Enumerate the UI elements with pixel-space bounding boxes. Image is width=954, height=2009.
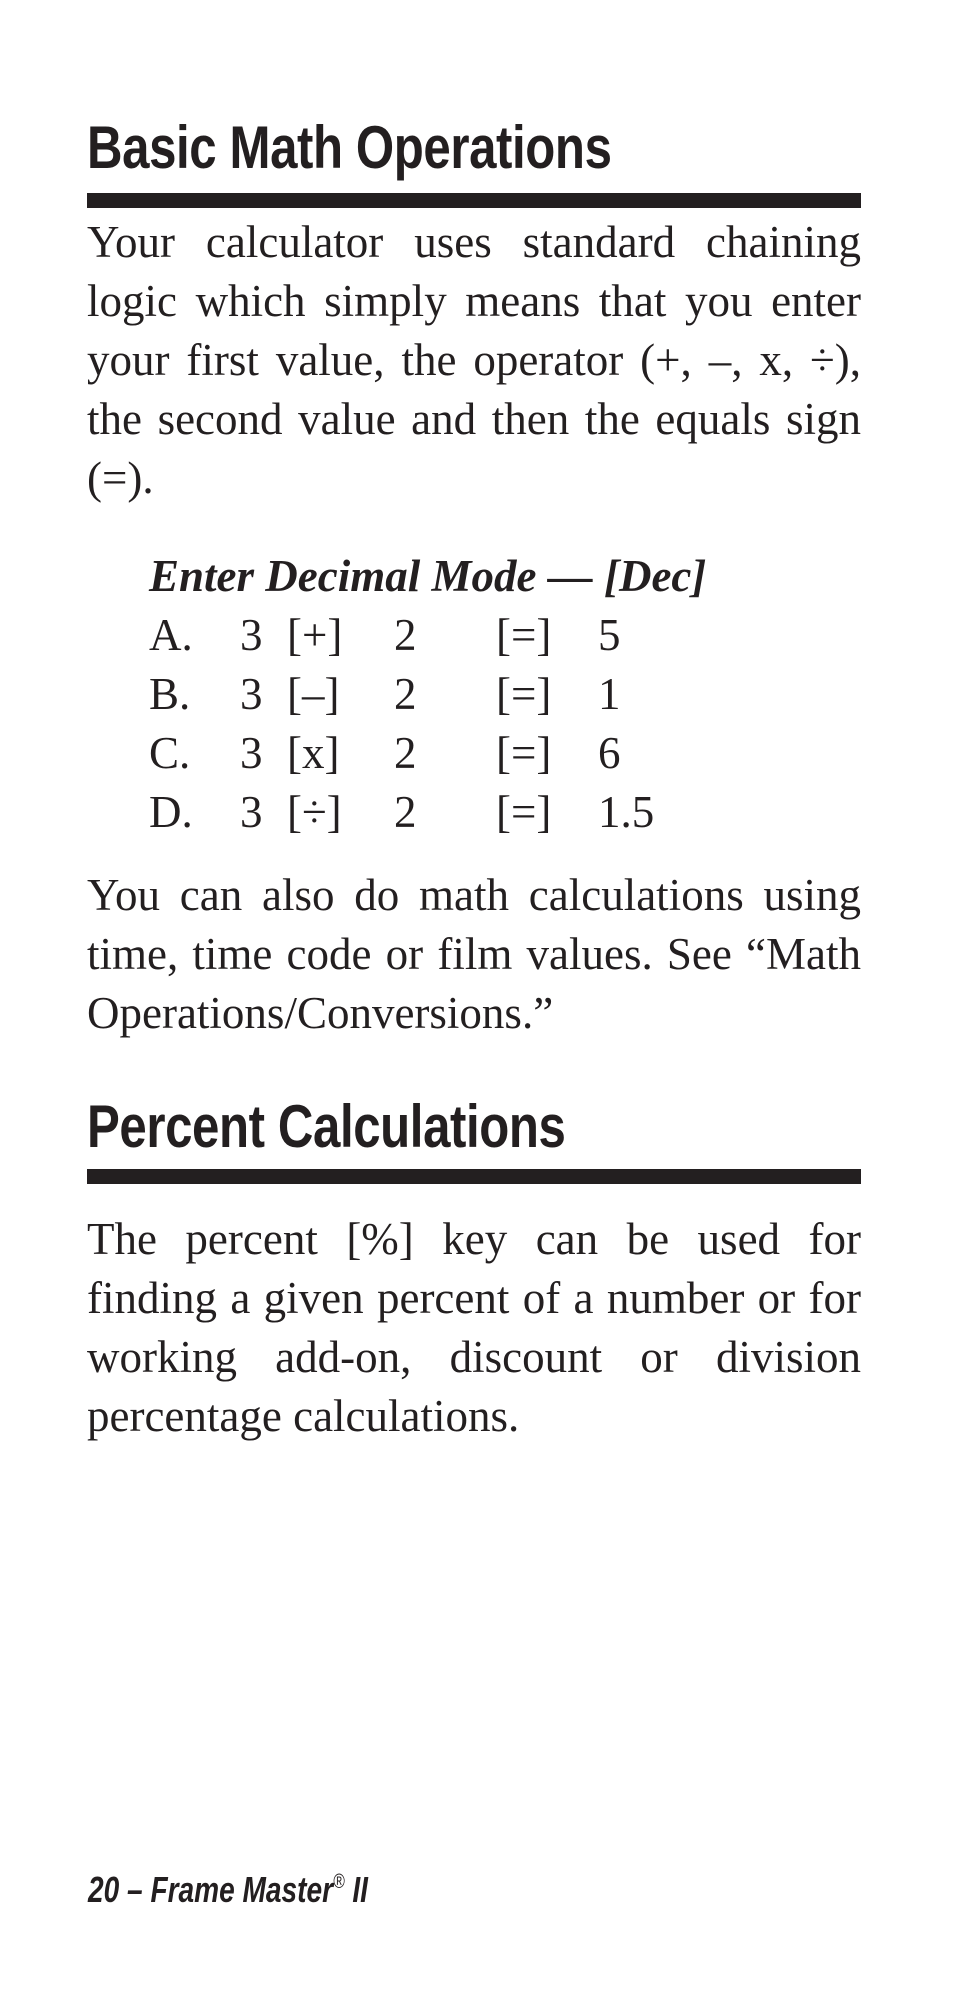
result-value: 1 <box>598 669 621 719</box>
operator-key: [x] <box>287 728 340 778</box>
example-row <box>149 783 706 842</box>
first-value: 3 <box>240 610 263 660</box>
operator-key: [–] <box>287 669 340 719</box>
example-block <box>149 547 706 842</box>
row-label: C. <box>149 728 191 778</box>
equals-key: [=] <box>496 787 552 837</box>
row-label: D. <box>149 787 193 837</box>
equals-key: [=] <box>496 610 552 660</box>
operator-key: [÷] <box>287 787 342 837</box>
equals-key: [=] <box>496 728 552 778</box>
first-value: 3 <box>240 787 263 837</box>
first-value: 3 <box>240 669 263 719</box>
row-label: B. <box>149 669 191 719</box>
result-value: 1.5 <box>598 787 655 837</box>
registered-mark: ® <box>333 1871 345 1893</box>
percent-paragraph: The percent [%] key can be used for finding a given percent of a number or for working add-on, discount or division percentage calculations. <box>87 1214 861 1441</box>
time-values-paragraph: You can also do math calculations using time, time code or film values. See “Math Operations/Conversions.” <box>87 870 861 1038</box>
footer-page-label: 20 – Frame Master <box>88 1869 334 1910</box>
second-value: 2 <box>394 610 417 660</box>
second-value: 2 <box>394 728 417 778</box>
footer-suffix: II <box>344 1869 368 1910</box>
row-label: A. <box>149 610 193 660</box>
intro-paragraph: Your calculator uses standard chaining logic which simply means that you enter your first value, the operator (+, –, x, ÷), the second value and then the equals sign (=). <box>87 217 861 503</box>
result-value: 5 <box>598 610 621 660</box>
second-value: 2 <box>394 669 417 719</box>
page-footer <box>88 1869 368 1911</box>
section-title-basic-math: Basic Math Operations <box>87 114 612 181</box>
section-divider <box>87 1169 861 1184</box>
result-value: 6 <box>598 728 621 778</box>
equals-key: [=] <box>496 669 552 719</box>
section-title-percent: Percent Calculations <box>87 1093 566 1160</box>
example-row <box>149 606 706 665</box>
example-row <box>149 665 706 724</box>
first-value: 3 <box>240 728 263 778</box>
second-value: 2 <box>394 787 417 837</box>
example-row <box>149 724 706 783</box>
section-divider <box>87 193 861 208</box>
operator-key: [+] <box>287 610 343 660</box>
example-title: Enter Decimal Mode — [Dec] <box>149 551 707 601</box>
